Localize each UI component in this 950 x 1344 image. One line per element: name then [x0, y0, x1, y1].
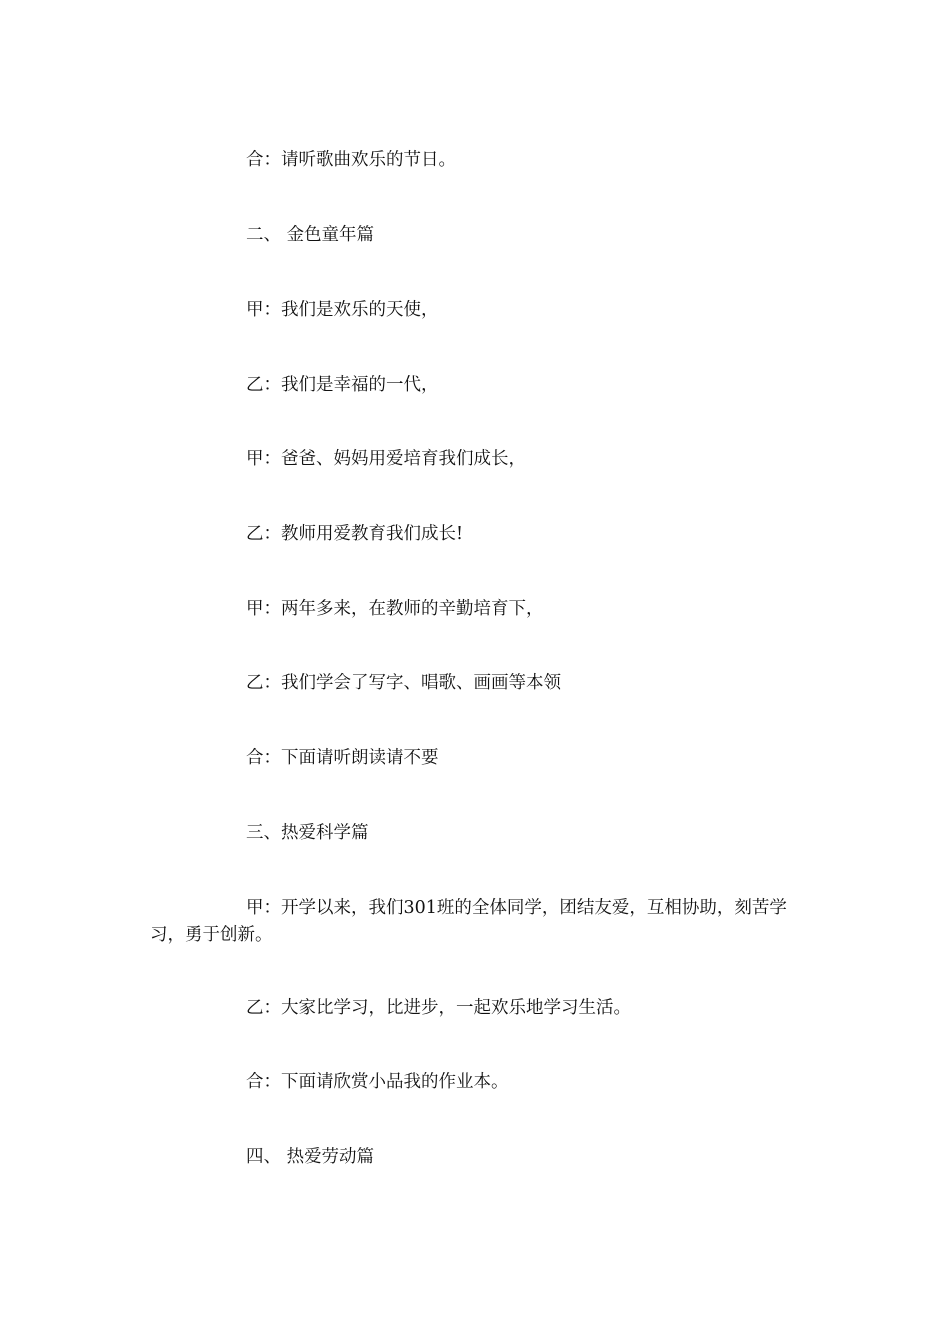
- paragraph-3: 甲：我们是欢乐的天使，: [246, 300, 439, 320]
- paragraph-6: 乙：教师用爱教育我们成长!: [246, 524, 464, 544]
- paragraph-7: 甲：两年多来，在教师的辛勤培育下，: [246, 599, 544, 619]
- paragraph-13: 合：下面请欣赏小品我的作业本。: [246, 1072, 509, 1092]
- paragraph-1: 合：请听歌曲欢乐的节日。: [246, 150, 456, 170]
- section-heading-4: 四、 热爱劳动篇: [246, 1147, 375, 1167]
- paragraph-11: 甲：开学以来，我们301班的全体同学，团结友爱，互相协助，刻苦学习，勇于创新。: [150, 898, 787, 945]
- paragraph-5: 甲：爸爸、妈妈用爱培育我们成长，: [246, 449, 526, 469]
- paragraph-4: 乙：我们是幸福的一代，: [246, 375, 439, 395]
- paragraph-12: 乙：大家比学习，比进步，一起欢乐地学习生活。: [246, 998, 631, 1018]
- section-heading-3: 三、热爱科学篇: [246, 823, 369, 843]
- section-heading-2: 二、 金色童年篇: [246, 225, 375, 245]
- paragraph-8: 乙：我们学会了写字、唱歌、画画等本领: [246, 673, 561, 693]
- paragraph-9: 合：下面请听朗读请不要: [246, 748, 439, 768]
